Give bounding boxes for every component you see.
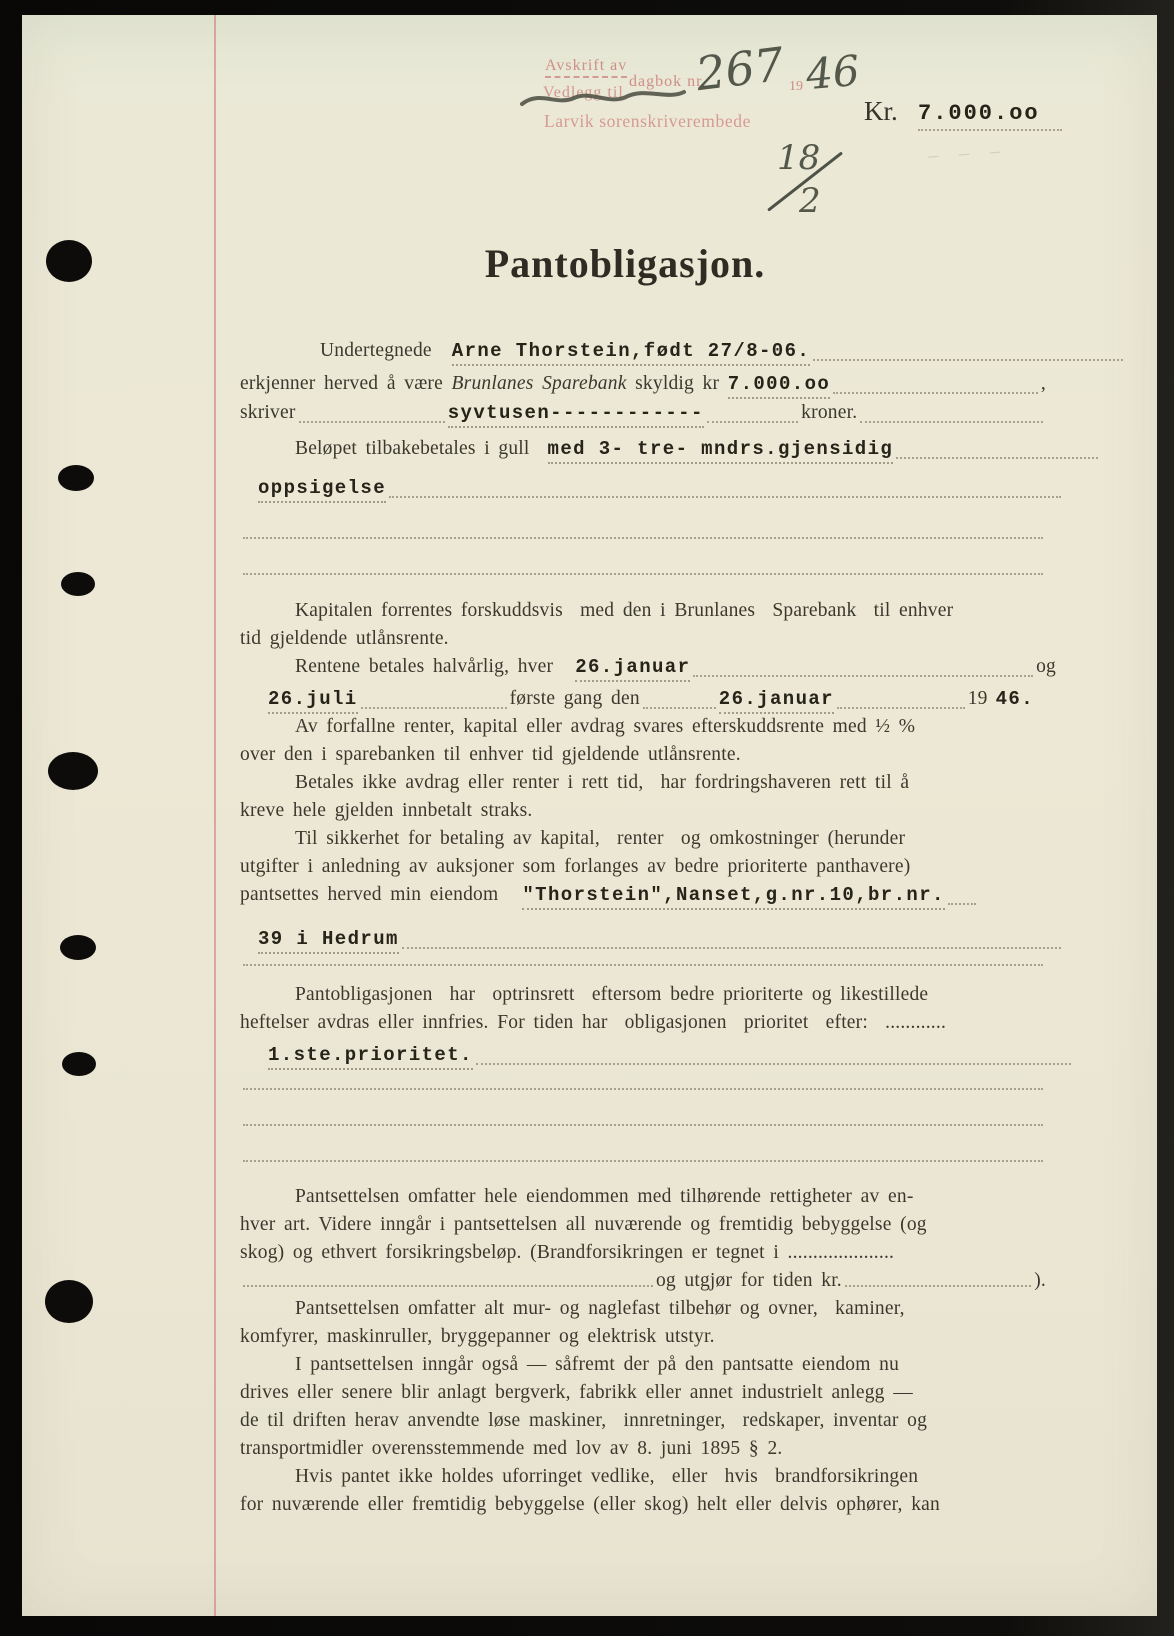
printed-text: Av forfallne renter, kapital eller avdrag svares efterskuddsrente med ½ % bbox=[295, 716, 916, 737]
document-line bbox=[240, 884, 1046, 910]
handwritten-date-month: 2 bbox=[799, 181, 821, 221]
printed-text: skog) og ethvert forsikringsbeløp. (Brandforsikringen er tegnet i ..................... bbox=[240, 1242, 895, 1263]
typewritten-text: 26.januar bbox=[575, 656, 690, 682]
stamp-year-prefix: 19 bbox=[789, 79, 803, 94]
typewritten-text: 26.juli bbox=[268, 688, 358, 714]
typewritten-text: 46. bbox=[995, 688, 1034, 710]
stamp-copy-label: Avskrift av bbox=[545, 57, 627, 78]
printed-text: transportmidler overensstemmende med lov av 8. juni 1895 § 2. bbox=[240, 1438, 783, 1459]
printed-text: for nuværende eller fremtidig bebyggelse (eller skog) helt eller delvis ophører, kan bbox=[240, 1494, 940, 1515]
dotted-rule bbox=[643, 705, 716, 709]
document-line bbox=[240, 962, 1046, 971]
printed-text: Undertegnede bbox=[320, 340, 432, 361]
punch-hole bbox=[46, 240, 92, 282]
typewritten-text: "Thorstein",Nanset,g.nr.10,br.nr. bbox=[522, 884, 944, 910]
dotted-rule bbox=[243, 571, 1043, 575]
dotted-rule bbox=[243, 1086, 1043, 1090]
printed-text: drives eller senere blir anlagt bergverk, fabrikk eller annet industrielt anlegg — bbox=[240, 1382, 913, 1403]
printed-text: de til driften herav anvendte løse maskiner, innretninger, redskaper, inventar og bbox=[240, 1410, 928, 1431]
dotted-rule bbox=[707, 419, 798, 423]
typewritten-text: 26.januar bbox=[719, 688, 834, 714]
printed-text: ). bbox=[1034, 1270, 1046, 1291]
dotted-rule bbox=[243, 535, 1043, 539]
dotted-rule bbox=[860, 419, 1043, 423]
document-line bbox=[240, 828, 1101, 850]
printed-text: tid gjeldende utlånsrente. bbox=[240, 628, 449, 649]
printed-text: Beløpet tilbakebetales i gull bbox=[295, 438, 530, 459]
amount-value: 7.000.oo bbox=[918, 101, 1062, 131]
printed-text: , bbox=[1040, 373, 1046, 394]
printed-text: Kapitalen forrentes forskuddsvis med den i Brunlanes Sparebank til enhver bbox=[295, 600, 954, 621]
punch-hole bbox=[58, 465, 94, 491]
document-line bbox=[240, 1354, 1101, 1376]
document-line bbox=[240, 688, 1074, 714]
dotted-rule bbox=[896, 455, 1098, 459]
printed-text: skyldig kr bbox=[626, 373, 728, 394]
document-line bbox=[240, 656, 1101, 682]
printed-text: Pantsettelsen omfatter alt mur- og naglefast tilbehør og ovner, kaminer, bbox=[295, 1298, 905, 1319]
printed-text: Rentene betales halvårlig, hver bbox=[295, 656, 554, 677]
printed-text: heftelser avdras eller innfries. For tiden har obligasjonen prioritet efter: ............ bbox=[240, 1012, 947, 1033]
document-line bbox=[240, 1012, 1046, 1034]
document-line bbox=[240, 1466, 1101, 1488]
dotted-rule bbox=[243, 962, 1043, 966]
dotted-rule bbox=[833, 390, 1038, 394]
printed-text: og utgjør for tiden kr. bbox=[655, 1270, 842, 1291]
dotted-rule bbox=[243, 1122, 1043, 1126]
dotted-rule bbox=[476, 1061, 1071, 1065]
document-line bbox=[240, 628, 1046, 650]
dotted-rule bbox=[813, 357, 1123, 361]
document-line bbox=[240, 1382, 1046, 1404]
handwritten-year: 46 bbox=[803, 45, 862, 100]
document-line bbox=[240, 984, 1101, 1006]
dotted-rule bbox=[948, 901, 977, 905]
pencil-marks: – – – bbox=[927, 139, 1009, 167]
document-line bbox=[240, 800, 1046, 822]
punch-hole bbox=[62, 1052, 96, 1076]
printed-text: pantsettes herved min eiendom bbox=[240, 884, 499, 905]
printed-text: 19 bbox=[967, 688, 988, 709]
document-line bbox=[240, 340, 1126, 366]
document-line bbox=[240, 856, 1046, 878]
document-line bbox=[240, 1122, 1046, 1131]
typewritten-text: 39 i Hedrum bbox=[258, 928, 399, 954]
printed-text: kroner. bbox=[801, 402, 858, 423]
document-line bbox=[240, 477, 1064, 503]
dotted-rule bbox=[402, 945, 1061, 949]
punch-hole bbox=[45, 1280, 93, 1323]
dotted-rule bbox=[845, 1283, 1031, 1287]
printed-text: Brunlanes Sparebank bbox=[451, 373, 627, 394]
document-line bbox=[240, 1186, 1101, 1208]
document-line bbox=[240, 600, 1101, 622]
dotted-rule bbox=[693, 673, 1033, 677]
printed-text: Betales ikke avdrag eller renter i rett tid, har fordringshaveren rett til å bbox=[295, 772, 910, 793]
document-line bbox=[240, 402, 1046, 428]
document-line bbox=[240, 744, 1046, 766]
typewritten-text: oppsigelse bbox=[258, 477, 386, 503]
printed-text: hver art. Videre inngår i pantsettelsen all nuværende og fremtidig bebyggelse (og bbox=[240, 1214, 927, 1235]
handwritten-journal-number: 267 bbox=[693, 36, 787, 102]
punch-hole bbox=[61, 572, 95, 596]
document-line bbox=[240, 571, 1046, 580]
document-line bbox=[240, 1494, 1046, 1516]
printed-text: Til sikkerhet for betaling av kapital, renter og omkostninger (herunder bbox=[295, 828, 906, 849]
document-line bbox=[240, 772, 1101, 794]
typewritten-text: syvtusen------------ bbox=[448, 402, 704, 428]
dotted-rule bbox=[299, 419, 445, 423]
printed-text: og bbox=[1036, 656, 1056, 677]
dotted-rule bbox=[389, 494, 1061, 498]
document-line bbox=[240, 535, 1046, 544]
printed-text: Pantobligasjonen har optrinsrett eftersom bedre prioriterte og likestillede bbox=[295, 984, 929, 1005]
red-margin-line bbox=[214, 15, 216, 1616]
dotted-rule bbox=[243, 1283, 653, 1287]
document-line bbox=[240, 1214, 1046, 1236]
printed-text: kreve hele gjelden innbetalt straks. bbox=[240, 800, 533, 821]
printed-text: første gang den bbox=[509, 688, 640, 709]
stamp-journal-label: dagbok nr. bbox=[629, 73, 707, 90]
document-line bbox=[240, 1410, 1046, 1432]
dotted-rule bbox=[243, 1158, 1043, 1162]
printed-text: Pantsettelsen omfatter hele eiendommen med tilhørende rettigheter av en- bbox=[295, 1186, 914, 1207]
document-line bbox=[240, 1438, 1046, 1460]
printed-text: utgifter i anledning av auksjoner som forlanges av bedre prioriterte panthavere) bbox=[240, 856, 911, 877]
dotted-rule bbox=[361, 705, 507, 709]
currency-label: Kr. bbox=[864, 96, 898, 126]
printed-text: skriver bbox=[240, 402, 296, 423]
dotted-rule bbox=[837, 705, 965, 709]
stamp-office-name: Larvik sorenskriverembede bbox=[544, 111, 751, 131]
document-line bbox=[240, 1326, 1046, 1348]
document-line bbox=[240, 1158, 1046, 1167]
document-line bbox=[240, 438, 1101, 464]
document-line bbox=[240, 1044, 1074, 1070]
printed-text: erkjenner herved å være bbox=[240, 373, 452, 394]
punch-hole bbox=[60, 935, 96, 960]
document-line bbox=[240, 1298, 1101, 1320]
typewritten-text: med 3- tre- mndrs.gjensidig bbox=[548, 438, 894, 464]
document-title: Pantobligasjon. bbox=[484, 241, 766, 286]
document-line bbox=[240, 716, 1101, 738]
printed-text: over den i sparebanken til enhver tid gjeldende utlånsrente. bbox=[240, 744, 741, 765]
document-line bbox=[240, 1270, 1046, 1292]
document-line bbox=[240, 1242, 1046, 1264]
handwritten-date-day: 18 bbox=[777, 138, 821, 178]
printed-text: komfyrer, maskinruller, bryggepanner og elektrisk utstyr. bbox=[240, 1326, 715, 1347]
stamp-attachment-label: Vedlegg til bbox=[543, 84, 624, 101]
typewritten-text: 7.000.oo bbox=[728, 373, 830, 399]
typewritten-text: 1.ste.prioritet. bbox=[268, 1044, 473, 1070]
printed-text: Hvis pantet ikke holdes uforringet vedlike, eller hvis brandforsikringen bbox=[295, 1466, 919, 1487]
typewritten-text: Arne Thorstein,født 27/8-06. bbox=[452, 340, 810, 366]
printed-text: I pantsettelsen inngår også — såfremt der på den pantsatte eiendom nu bbox=[295, 1354, 900, 1375]
punch-hole bbox=[48, 752, 98, 790]
document-line bbox=[240, 373, 1046, 399]
document-line bbox=[240, 1086, 1046, 1095]
document-line bbox=[240, 928, 1064, 954]
